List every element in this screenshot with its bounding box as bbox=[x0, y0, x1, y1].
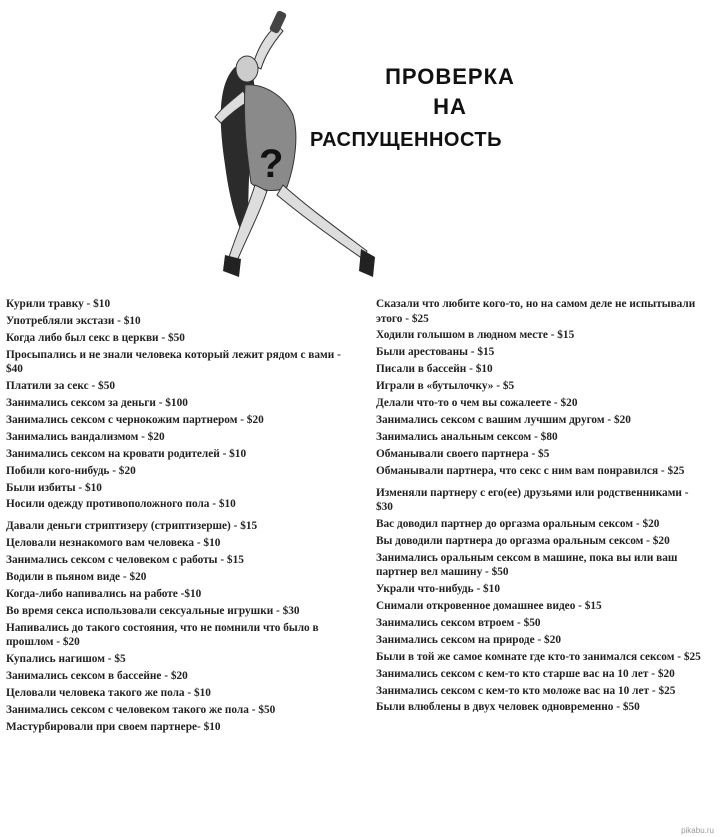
list-item: Мастурбировали при своем партнере- $10 bbox=[6, 720, 221, 733]
list-item: Во время секса использовали сексуальные игрушки - $30 bbox=[6, 604, 300, 617]
list-item: Обманывали своего партнера - $5 bbox=[376, 447, 550, 460]
list-item: Занимались сексом с чернокожим партнером - $20 bbox=[6, 413, 264, 426]
list-item: Когда либо был секс в церкви - $50 bbox=[6, 331, 185, 344]
watermark: pikabu.ru bbox=[681, 826, 714, 835]
list-item: Побили кого-нибудь - $20 bbox=[6, 464, 136, 477]
list-item: Занимались сексом втроем - $50 bbox=[376, 617, 541, 630]
list-item: Играли в «бутылочку» - $5 bbox=[376, 380, 515, 393]
list-item: Занимались сексом на природе - $20 bbox=[376, 633, 561, 646]
page-title bbox=[300, 62, 600, 154]
list-item: Употребляли экстази - $10 bbox=[6, 314, 141, 327]
list-item: Просыпались и не знали человека который лежит рядом с вами - $40 bbox=[6, 348, 341, 376]
list-item: Занимались вандализмом - $20 bbox=[6, 430, 165, 443]
list-item: Были влюблены в двух человек одновременно - $50 bbox=[376, 701, 640, 714]
list-item: Занимались сексом с человеком с работы - $15 bbox=[6, 554, 244, 567]
list-item: Были избиты - $10 bbox=[6, 481, 102, 494]
title-line-1: ПРОВЕРКА bbox=[385, 64, 515, 89]
bottle-shape bbox=[269, 10, 287, 34]
list-item: Занимались оральным сексом в машине, пока вы или ваш партнер вел машину - $50 bbox=[376, 551, 678, 579]
list-item: Изменяли партнеру с его(ее) друзьями или родственниками - $30 bbox=[376, 486, 689, 514]
title-line-2: НА bbox=[433, 94, 467, 119]
list-item: Вы доводили партнера до оргазма оральным сексом - $20 bbox=[376, 534, 670, 547]
list-item: Писали в бассейн - $10 bbox=[376, 363, 493, 376]
list-item: Целовали незнакомого вам человека - $10 bbox=[6, 537, 221, 550]
list-item: Занимались анальным сексом - $80 bbox=[376, 430, 558, 443]
list-item: Ходили голышом в людном месте - $15 bbox=[376, 329, 575, 342]
list-item: Занимались сексом за деньги - $100 bbox=[6, 397, 188, 410]
list-item: Носили одежду противоположного пола - $10 bbox=[6, 498, 236, 511]
list-item: Давали деньги стриптизеру (стриптизерше) - $15 bbox=[6, 520, 258, 533]
list-item: Вас доводил партнер до оргазма оральным сексом - $20 bbox=[376, 517, 660, 530]
right-shoe-shape bbox=[359, 249, 375, 277]
list-item: Сказали что любите кого-то, но на самом деле не испытывали этого - $25 bbox=[376, 298, 696, 325]
list-item: Напивались до такого состояния, что не помнили что было в прошлом - $20 bbox=[6, 621, 319, 649]
list-item: Обманывали партнера, что секс с ним вам понравился - $25 bbox=[376, 464, 685, 477]
list-item: Украли что-нибудь - $10 bbox=[376, 583, 500, 596]
list-item: Водили в пьяном виде - $20 bbox=[6, 570, 147, 583]
list-item: Курили травку - $10 bbox=[6, 298, 111, 310]
list-item: Занимались сексом с кем-то кто старше вас на 10 лет - $20 bbox=[376, 667, 675, 680]
list-item: Занимались сексом в бассейне - $20 bbox=[6, 670, 188, 682]
list-item: Занимались сексом на кровати родителей - $10 bbox=[6, 447, 247, 460]
list-item: Снимали откровенное домашнее видео - $15 bbox=[376, 600, 602, 613]
list-item: Занимались сексом с человеком такого же пола - $50 bbox=[6, 703, 276, 716]
right-item-list bbox=[376, 297, 706, 717]
list-item: Когда-либо напивались на работе -$10 bbox=[6, 587, 202, 600]
list-item: Занимались сексом с кем-то кто моложе вас на 10 лет - $25 bbox=[376, 684, 676, 697]
title-line-3: РАСПУЩЕННОСТЬ bbox=[310, 129, 502, 151]
list-item: Занимались сексом с вашим лучшим другом - $20 bbox=[376, 413, 631, 426]
list-item: Делали что-то о чем вы сожалеете - $20 bbox=[376, 397, 578, 410]
left-item-list bbox=[6, 297, 358, 737]
list-item: Были арестованы - $15 bbox=[376, 346, 495, 359]
list-item: Были в той же самое комнате где кто-то занимался сексом - $25 bbox=[376, 650, 701, 663]
list-item: Купались нагишом - $5 bbox=[6, 653, 126, 666]
question-mark: ? bbox=[259, 142, 284, 186]
list-item: Целовали человека такого же пола - $10 bbox=[6, 686, 211, 699]
list-item: Платили за секс - $50 bbox=[6, 380, 115, 393]
